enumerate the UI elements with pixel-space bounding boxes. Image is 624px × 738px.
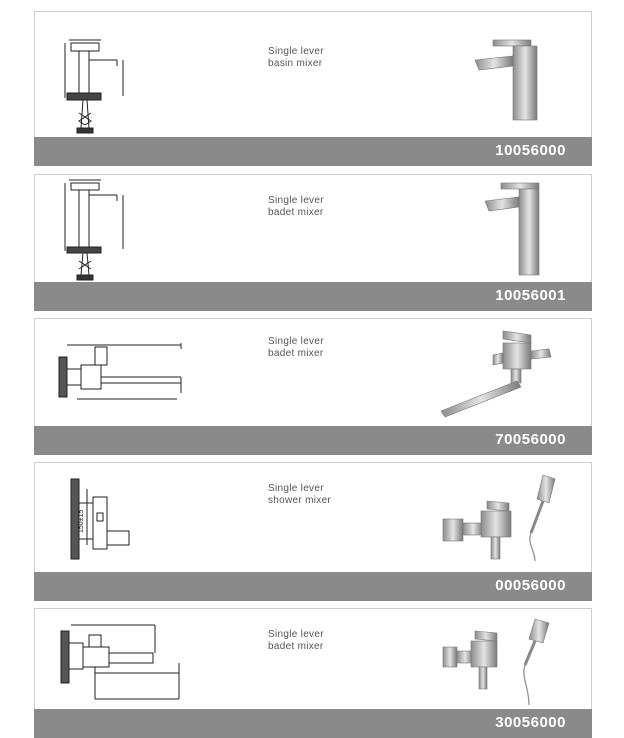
product-description — [268, 46, 324, 70]
svg-text:150±15: 150±15 — [78, 509, 85, 533]
product-type: Single lever — [268, 629, 324, 640]
shower-mixer-drawing-icon — [67, 477, 137, 563]
product-card-2 — [34, 174, 592, 311]
bath-mixer-drawing-icon — [57, 341, 187, 403]
product-code: 70056000 — [495, 431, 566, 448]
product-description — [268, 336, 324, 360]
product-subtype: badet mixer — [268, 641, 324, 652]
product-code: 00056000 — [495, 577, 566, 594]
product-code-bar — [34, 426, 592, 455]
product-card-4 — [34, 462, 592, 601]
product-type: Single lever — [268, 336, 324, 347]
product-card-3 — [34, 318, 592, 455]
product-code: 10056000 — [495, 142, 566, 159]
product-subtype: shower mixer — [268, 495, 332, 506]
basin-mixer-photo-icon — [473, 38, 553, 122]
product-code-bar — [34, 137, 592, 166]
product-description — [268, 195, 324, 219]
product-code-bar — [34, 572, 592, 601]
bath-mixer-photo-icon — [439, 329, 559, 419]
wall-mixer-drawing-icon — [59, 623, 189, 701]
shower-mixer-photo-icon — [439, 473, 563, 565]
product-type: Single lever — [268, 46, 324, 57]
product-code: 30056000 — [495, 714, 566, 731]
product-subtype: badet mixer — [268, 207, 324, 218]
product-code-bar — [34, 709, 592, 738]
product-code-bar — [34, 282, 592, 311]
product-code: 10056001 — [495, 287, 566, 304]
tall-mixer-drawing-icon — [59, 179, 129, 283]
product-subtype: basin mixer — [268, 58, 323, 69]
product-type: Single lever — [268, 483, 324, 494]
wall-mixer-photo-icon — [439, 617, 563, 709]
product-card-5 — [34, 608, 592, 738]
product-subtype: badet mixer — [268, 348, 324, 359]
product-type: Single lever — [268, 195, 324, 206]
product-card-1 — [34, 11, 592, 166]
tall-mixer-photo-icon — [485, 181, 565, 277]
product-description — [268, 483, 331, 507]
basin-mixer-drawing-icon — [59, 38, 129, 138]
product-description — [268, 629, 324, 653]
